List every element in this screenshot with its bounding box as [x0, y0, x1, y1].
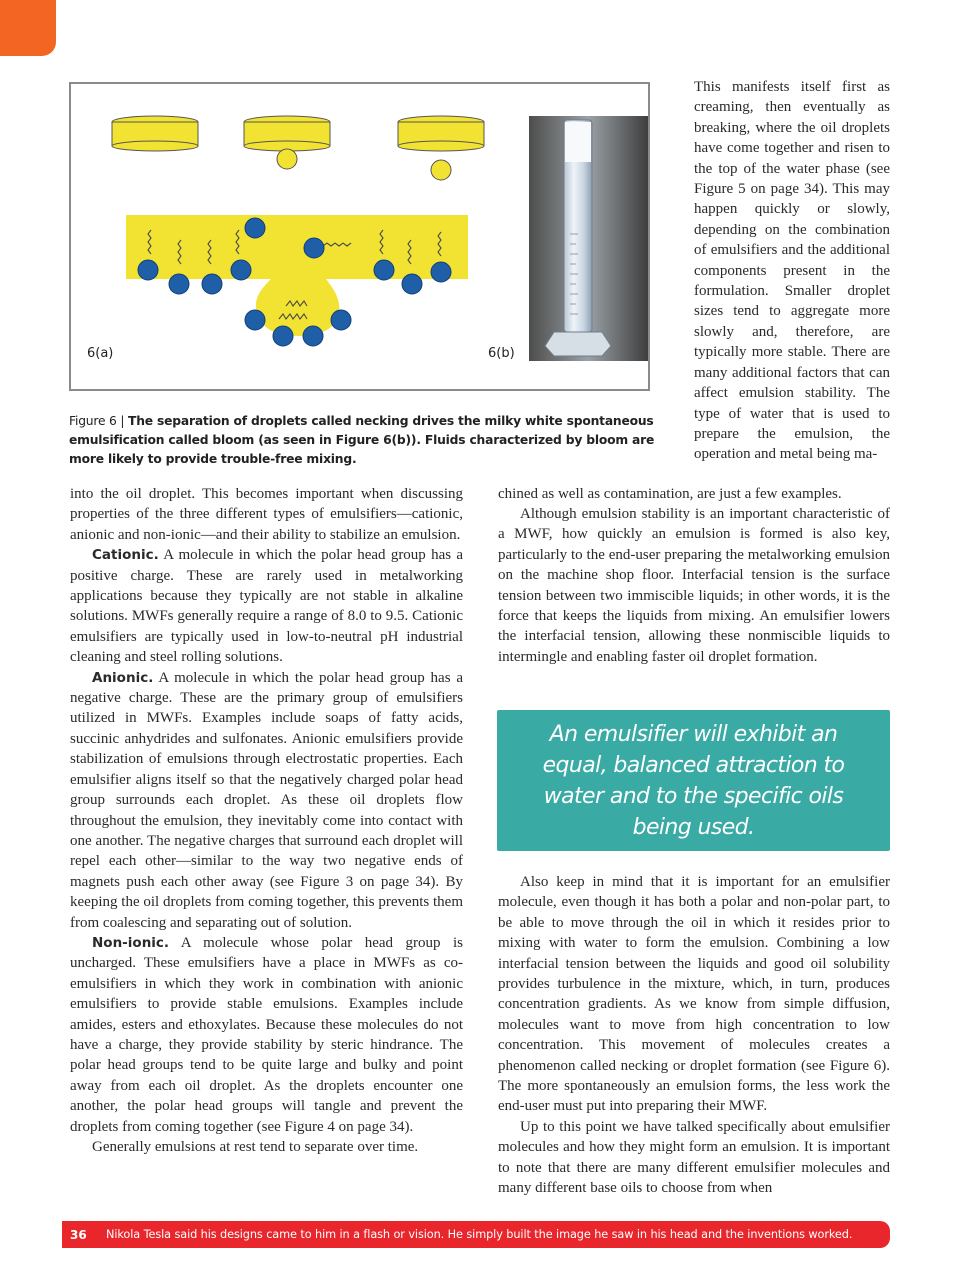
oil-disc-2: [244, 116, 330, 169]
paragraph-interfacial-tension: Although emulsion stability is an important characteristic of a MWF, how quickly an emulsion is formed is also key, particularly to the end-user preparing the metalworking emulsion on the machine shop floor. Interfacial tension is the surface tension between two immiscible liquids; in other words, it is the force that keeps the liquids from mixing. An emulsifier lowers the interfacial tension, allowing these nonmiscible liquids to intermingle and enabling faster oil droplet formation.: [498, 506, 890, 665]
corner-tab: [0, 0, 56, 56]
heading-nonionic: Non-ionic.: [92, 934, 170, 951]
paragraph-creaming: This manifests itself first as creaming, then eventually as breaking, where the oil droplets have come together and risen to the top of the water phase (see Figure 5 on page 34). This may happen quickly or slowly, depending on the combination of emulsifiers and the additional components present in the formulation. Smaller droplet sizes tend to aggregate more slowly and, therefore, are typically more stable. There are many additional factors that can affect emulsion stability. The type of water that is used to prepare the emulsion, the operation and metal being ma-: [694, 79, 890, 463]
paragraph-intro: into the oil droplet. This becomes important when discussing properties of the three different types of emulsifiers—cationic, anionic and non-ionic—and their ability to stabilize an emulsion.: [70, 486, 463, 543]
right-column-upper: [498, 504, 890, 667]
paragraph-anionic: [70, 668, 463, 933]
figure-6: [69, 82, 650, 391]
right-column-lower: [498, 872, 890, 1199]
text-nonionic: A molecule whose polar head group is uncharged. These emulsifiers have a place in MWFs as co-emulsifiers in which they work in combination with anionic emulsifiers to provide stable emulsions. Examples include amides, esters and ethoxylates. Because these molecules do not have a charge, they provide stability by steric hindrance. The polar head groups tend to be quite large and bulky and point away from each oil droplet. As the droplets encounter one another, the polar head groups will tangle and prevent the droplets from coming together (see Figure 4 on page 34).: [70, 934, 463, 1135]
footer-bar: [62, 1221, 890, 1248]
right-top-paragraph: [694, 77, 890, 465]
paragraph-base-oils: Up to this point we have talked specifically about emulsifier molecules and how they might form an emulsion. It is important to note that there are many different emulsifier molecules and many different base oils to choose from when: [498, 1118, 890, 1197]
caption-text: The separation of droplets called necking drives the milky white spontaneous emulsification called bloom (as seen in Figure 6(b)). Fluids characterized by bloom are more likely to provide trouble-free mixing.: [69, 414, 655, 466]
figure-label-6a: 6(a): [87, 346, 114, 361]
oil-disc-1: [112, 116, 198, 151]
text-cationic: A molecule in which the polar head group has a positive charge. These are rarely used in metalworking applications because they typically are not stable in alkaline solutions. MWFs generally require a range of 8.0 to 9.5. Cationic emulsifiers are typically used in low-to-neutral pH industrial cleaning and steel rolling solutions.: [70, 547, 463, 666]
caption-number: Figure 6 |: [69, 414, 129, 428]
oil-disc-3: [398, 116, 484, 180]
bridge-line: [498, 484, 890, 504]
paragraph-separation: Generally emulsions at rest tend to separate over time.: [92, 1139, 419, 1155]
text-anionic: A molecule in which the polar head group has a negative charge. These are the primary group of emulsifiers utilized in MWFs. Examples include soaps of fatty acids, succinic anhydrides and sulfonates. Anionic emulsifiers provide stabilization of emulsions through electrostatic properties. Each emulsifier aligns itself so that the negatively charged polar head group surrounds each droplet. As these oil droplets flow throughout the emulsion, they inevitably come into contact with one another. The negative charges that surround each droplet will repel each other—similar to the way two negative ends of magnets push each other away (see Figure 3 on page 34). By keeping the oil droplets from coming together, this prevents them from coalescing and separating out of solution.: [70, 669, 463, 931]
emulsification-diagram: [71, 84, 648, 389]
footer-quote: Nikola Tesla said his designs came to him in a flash or vision. He simply built the image he saw in his head and the inventions worked.: [106, 1228, 853, 1241]
paragraph-bridge: chined as well as contamination, are just a few examples.: [498, 486, 842, 502]
left-column: [70, 484, 463, 1157]
heading-cationic: Cationic.: [92, 547, 159, 564]
pull-quote: [497, 710, 890, 851]
paragraph-nonionic: [70, 933, 463, 1137]
figure-label-6b: 6(b): [488, 346, 515, 361]
graduated-cylinder-photo: [529, 116, 648, 361]
paragraph-necking: Also keep in mind that it is important for an emulsifier molecule, even though it has both a polar and non-polar part, to be able to move through the oil in which it resides prior to mixing with water to form the emulsion. Combining a low interfacial tension between the liquids and good oil solubility provides turbulence in the mixture, which, in turn, produces concentration gradients. As we know from simple diffusion, molecules want to move from high concentration to low concentration. This movement of molecules creates a phenomenon called necking or droplet formation (see Figure 6). The more spontaneously an emulsion forms, the less work the end-user must put into preparing their MWF.: [498, 874, 890, 1115]
pull-quote-text: An emulsifier will exhibit an equal, balanced attraction to water and to the specific oils being used.: [542, 721, 845, 840]
heading-anionic: Anionic.: [92, 669, 154, 686]
page-number: 36: [70, 1227, 87, 1242]
paragraph-cationic: [70, 545, 463, 667]
figure-caption: [69, 412, 659, 469]
